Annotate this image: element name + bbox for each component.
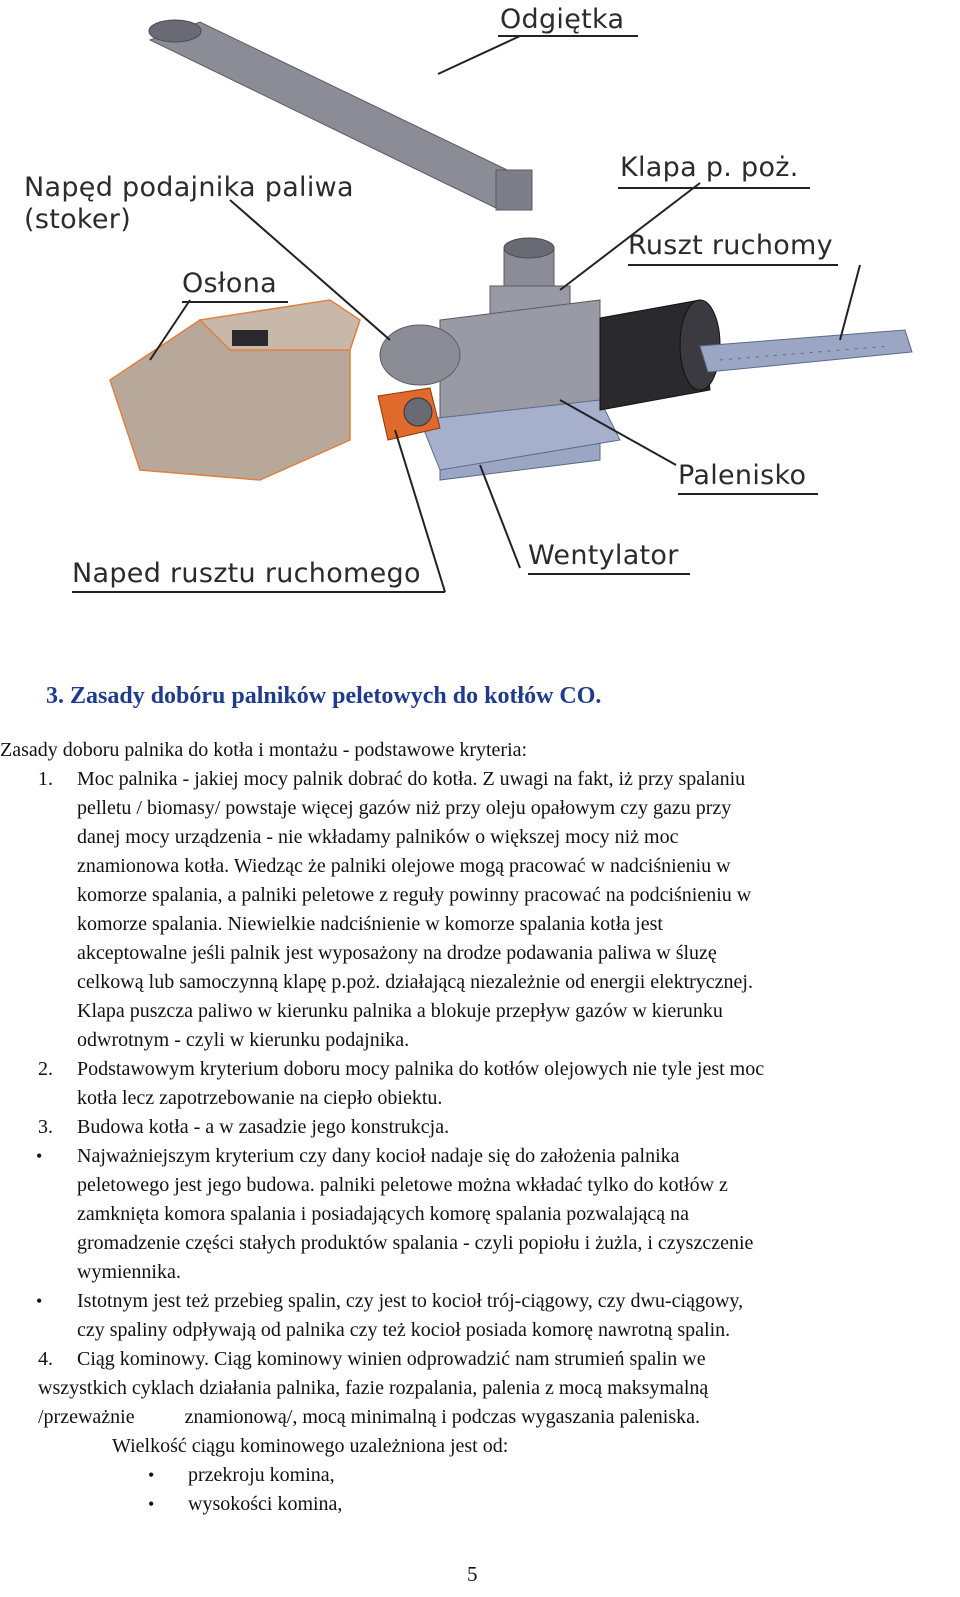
label-odgietka: Odgiętka [500,4,625,35]
text-line: przekroju komina, [188,1464,335,1486]
intro-line: Zasady doboru palnika do kotła i montażu - podstawowe kryteria: [0,739,528,761]
burner-illustration [0,0,960,640]
bullet-item-b [0,1287,960,1345]
list-number: 2. [38,1058,53,1080]
bullet-icon: • [36,1146,43,1166]
text-line: Ciąg kominowy. Ciąg kominowy winien odprowadzić nam strumień spalin we [77,1348,706,1370]
bullet-icon: • [148,1494,155,1514]
list-item-3-line [0,1113,960,1142]
text-line: gromadzenie części stałych produktów spalania - czyli popiołu i żużla, i czyszczenie [77,1232,754,1254]
text-line: wszystkich cyklach działania palnika, fazie rozpalania, palenia z mocą maksymalną [38,1377,709,1399]
label-klapa: Klapa p. poż. [620,152,799,183]
ciag-intro: Wielkość ciągu kominowego uzależniona jest od: [112,1435,509,1457]
bullet-line [0,1287,960,1316]
list-number: 4. [38,1348,53,1370]
text-line: danej mocy urządzenia - nie wkładamy palników o większej mocy niż moc [77,826,679,848]
text-line: Najważniejszym kryterium czy dany kocioł nadaje się do założenia palnika [77,1145,680,1167]
text-line: komorze spalania. Niewielkie nadciśnienie w komorze spalania kotła jest [77,913,663,935]
palenisko-cylinder [600,300,720,410]
text-line: Moc palnika - jakiej mocy palnik dobrać do kotła. Z uwagi na fakt, iż przy spalaniu [77,768,746,790]
text-line: Podstawowym kryterium doboru mocy palnika do kotłów olejowych nie tyle jest moc [77,1058,765,1080]
text-line: czy spaliny odpływają od palnika czy też kocioł posiada komorę nawrotną spalin. [77,1319,731,1341]
list-item-4-line [0,1345,960,1374]
text-line: zamknięta komora spalania i posiadających komorę spalania pozwalającą na [77,1203,689,1225]
list-item-2-line [0,1055,960,1084]
burner-assembly-drawing [0,0,960,640]
label-naped-podajnika: Napęd podajnika paliwa [24,172,354,203]
text-line: /przeważnie znamionową/, mocą minimalną i podczas wygaszania paleniska. [38,1406,700,1428]
text-line: akceptowalne jeśli palnik jest wyposażony na drodze podawania paliwa w śluzę [77,942,717,964]
bullet-icon: • [148,1465,155,1485]
ciag-list [0,1461,960,1519]
list-item-1-line [0,765,960,794]
text-line: znamionowa kotła. Wiedząc że palniki olejowe mogą pracować w nadciśnieniu w [77,855,731,877]
text-line: pelletu / biomasy/ powstaje więcej gazów niż przy oleju opałowym czy gazu przy [77,797,732,819]
ruszt-grate [700,330,912,372]
label-naped-rusztu: Naped rusztu ruchomego [72,558,421,589]
body-text [0,736,960,1519]
text-line: peletowego jest jego budowa. palniki peletowe można wkładać tylko do kotłów z [77,1174,728,1196]
text-line: Istotnym jest też przebieg spalin, czy jest to kocioł trój-ciągowy, czy dwu-ciągowy, [77,1290,744,1312]
page-number: 5 [467,1562,478,1586]
list-item-2 [0,1055,960,1113]
label-oslona: Osłona [182,268,277,299]
ciag-item [0,1461,960,1490]
label-ruszt: Ruszt ruchomy [628,230,833,261]
text-line: odwrotnym - czyli w kierunku podajnika. [77,1029,410,1051]
text-line: Budowa kotła - a w zasadzie jego konstrukcja. [77,1116,450,1138]
list-item-1 [0,765,960,1055]
text-line: wysokości komina, [188,1493,343,1515]
ciag-item [0,1490,960,1519]
list-number: 3. [38,1116,53,1138]
section-title: 3. Zasady dobóru palników peletowych do kotłów CO. [46,683,602,709]
text-line: wymiennika. [77,1261,181,1283]
bullet-icon: • [36,1291,43,1311]
leader-lines [72,36,860,592]
bullet-line [0,1142,960,1171]
text-line: Klapa puszcza paliwo w kierunku palnika a blokuje przepływ gazów w kierunku [77,1000,723,1022]
text-line: celkową lub samoczynną klapę p.poż. działającą niezależnie od energii elektrycznej. [77,971,753,993]
label-wentylator: Wentylator [528,540,679,571]
text-line: kotła lecz zapotrzebowanie na ciepło obiektu. [77,1087,443,1109]
list-number: 1. [38,768,53,790]
label-stoker: (stoker) [24,204,132,235]
label-palenisko: Palenisko [678,460,807,491]
bullet-item-a [0,1142,960,1287]
text-line: komorze spalania, a palniki peletowe z reguły powinny pracować na podciśnieniu w [77,884,752,906]
oslona-cover [110,300,360,480]
list-item-3 [0,1113,960,1142]
list-item-4 [0,1345,960,1432]
